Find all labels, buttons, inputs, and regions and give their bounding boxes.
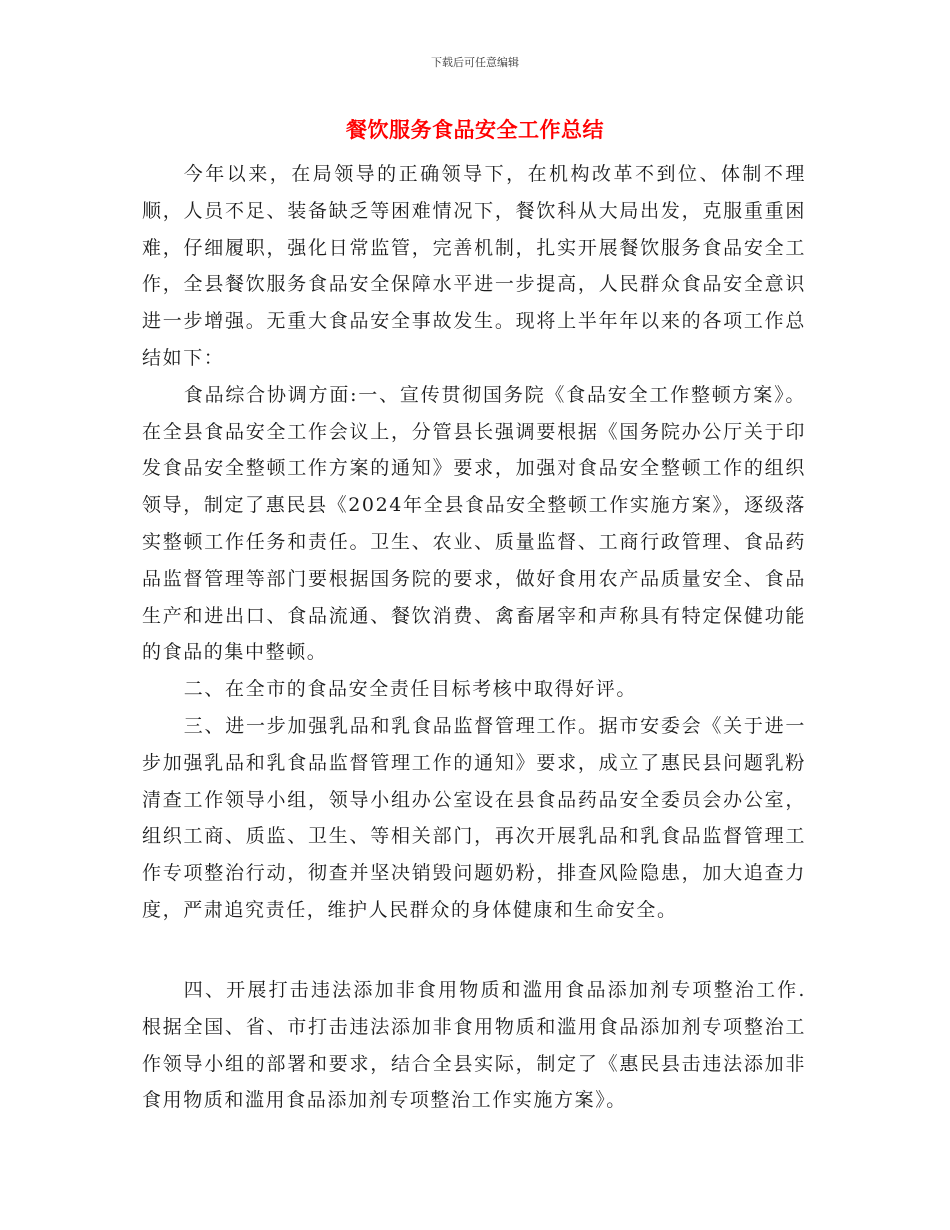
paragraph-item-3: 三、进一步加强乳品和乳食品监督管理工作。据市安委会《关于进一步加强乳品和乳食品监督管理工作的通知》要求，成立了惠民县问题乳粉清查工作领导小组，领导小组办公室设在县食品药品安全委员会办公室，组织工商、质监、卫生、等相关部门，再次开展乳品和乳食品监督管理工作专项整治行动，彻查并坚决销毁问题奶粉，排查风险隐患，加大追查力度，严肃追究责任，维护人民群众的身体健康和生命安全。 [142, 714, 806, 921]
body-text-upper [142, 156, 806, 929]
header-note: 下载后可任意编辑 [431, 56, 519, 69]
paragraph-item-4: 四、开展打击违法添加非食用物质和滥用食品添加剂专项整治工作.根据全国、省、市打击违法添加非食用物质和滥用食品添加剂专项整治工作领导小组的部署和要求，结合全县实际，制定了《惠民县击违法添加非食用物质和滥用食品添加剂专项整治工作实施方案》。 [142, 979, 806, 1112]
body-text-lower [142, 972, 806, 1119]
document-title: 餐饮服务食品安全工作总结 [346, 118, 604, 142]
paragraph-item-2: 二、在全市的食品安全责任目标考核中取得好评。 [183, 678, 637, 701]
paragraph-coordination: 食品综合协调方面:一、宣传贯彻国务院《食品安全工作整顿方案》。在全县食品安全工作会议上，分管县长强调要根据《国务院办公厅关于印发食品安全整顿工作方案的通知》要求，加强对食品安全整顿工作的组织领导，制定了惠民县《2024年全县食品安全整顿工作实施方案》，逐级落实整顿工作任务和责任。卫生、农业、质量监督、工商行政管理、食品药品监督管理等部门要根据国务院的要求，做好食用农产品质量安全、食品生产和进出口、食品流通、餐饮消费、禽畜屠宰和声称具有特定保健功能的食品的集中整顿。 [142, 383, 806, 664]
paragraph-intro: 今年以来，在局领导的正确领导下，在机构改革不到位、体制不理顺，人员不足、装备缺乏等困难情况下，餐饮科从大局出发，克服重重困难，仔细履职，强化日常监管，完善机制，扎实开展餐饮服务食品安全工作，全县餐饮服务食品安全保障水平进一步提高，人民群众食品安全意识进一步增强。无重大食品安全事故发生。现将上半年年以来的各项工作总结如下： [142, 163, 806, 369]
